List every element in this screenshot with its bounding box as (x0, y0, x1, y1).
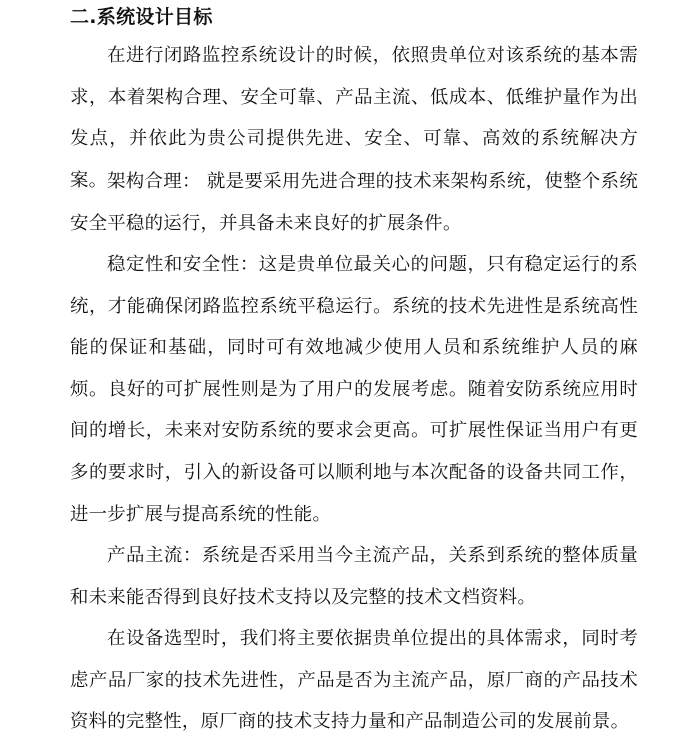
paragraph-stability-security: 稳定性和安全性：这是贵单位最关心的问题，只有稳定运行的系统，才能确保闭路监控系统平稳运行。系统的技术先进性是系统高性能的保证和基础，同时可有效地减少使用人员和系统维护人员的麻烦。良好的可扩展性则是为了用户的发展考虑。随着安防系统应用时间的增长，未来对安防系统的要求会更高。可扩展性保证当用户有更多的要求时，引入的新设备可以顺利地与本次配备的设备共同工作，进一步扩展与提高系统的性能。 (70, 254, 638, 525)
paragraph-intro: 在进行闭路监控系统设计的时候，依照贵单位对该系统的基本需求，本着架构合理、安全可靠、产品主流、低成本、低维护量作为出发点，并依此为贵公司提供先进、安全、可靠、高效的系统解决方案。 (70, 45, 638, 191)
paragraph-mainstream-products: 产品主流：系统是否采用当今主流产品，关系到系统的整体质量和未来能否得到良好技术支持以及完整的技术文档资料。 (70, 545, 638, 608)
paragraph-architecture: 架构合理： 就是要采用先进合理的技术来架构系统，使整个系统安全平稳的运行，并具备未来良好的扩展条件。 (70, 171, 638, 234)
paragraph-equipment-selection: 在设备选型时，我们将主要依据贵单位提出的具体需求，同时考虑产品厂家的技术先进性，产品是否为主流产品，原厂商的产品技术资料的完整性，原厂商的技术支持力量和产品制造公司的发展前景。 (70, 628, 638, 733)
section-heading: 二.系统设计目标 (70, 6, 213, 28)
